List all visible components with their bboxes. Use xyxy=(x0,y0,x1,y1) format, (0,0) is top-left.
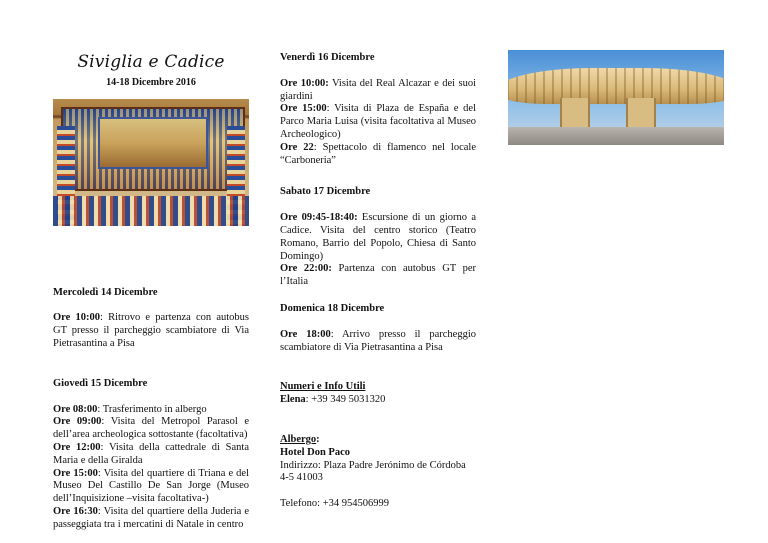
plaza-de-espana-photo xyxy=(53,99,249,226)
brochure-title: Siviglia e Cadice xyxy=(77,52,225,72)
schedule-item xyxy=(53,404,249,417)
day-heading: Giovedì 15 Dicembre xyxy=(53,377,148,389)
hotel-address: Indirizzo: Plaza Padre Jerónimo de Córdoba 4-5 41003 xyxy=(280,459,466,484)
day-heading: Mercoledì 14 Dicembre xyxy=(53,286,158,298)
hotel-heading: Albergo xyxy=(280,433,317,445)
item-time: Ore 22 xyxy=(280,141,314,153)
item-text: : Ritrovo e partenza con autobus GT presso il parcheggio scambiatore di Via Pietrasantina a Pisa xyxy=(53,312,250,349)
item-text: Visita del Real Alcazar e dei suoi giardini xyxy=(280,77,476,102)
tile-scene xyxy=(98,117,208,169)
hotel-heading-colon: : xyxy=(316,433,320,445)
hotel-section xyxy=(280,434,476,511)
day-section-sat xyxy=(280,186,476,289)
schedule-item xyxy=(53,312,249,350)
schedule-item xyxy=(53,442,249,468)
day-section-thu xyxy=(53,378,249,532)
schedule-item xyxy=(280,212,476,263)
item-text: : Visita del quartiere della Juderia e passeggiata tra i mercatini di Natale in centro xyxy=(53,505,250,530)
item-time: Ore 08:00 xyxy=(53,403,98,415)
schedule-item xyxy=(280,329,476,355)
schedule-item xyxy=(53,506,249,532)
schedule-item xyxy=(53,416,249,442)
item-time: Ore 15:00 xyxy=(280,103,327,115)
item-text: : Trasferimento in albergo xyxy=(97,403,207,415)
day-section-fri xyxy=(280,52,476,167)
metropol-parasol-photo xyxy=(508,50,724,145)
item-text: : Visita di Plaza de España e del Parco Maria Luisa (visita facoltativa al Museo Archeologico) xyxy=(280,103,476,140)
item-time: Ore 22:00: xyxy=(280,263,332,275)
schedule-item xyxy=(53,468,249,506)
day-heading: Venerdì 16 Dicembre xyxy=(280,52,375,63)
brochure-dates: 14-18 Dicembre 2016 xyxy=(106,76,196,88)
middle-column xyxy=(280,48,476,511)
day-heading: Domenica 18 Dicembre xyxy=(280,302,385,314)
item-time: Ore 09:00 xyxy=(53,416,102,428)
item-time: Ore 10:00: xyxy=(280,77,329,89)
contact-line xyxy=(280,394,476,407)
info-section xyxy=(280,381,476,407)
item-time: Ore 12:00 xyxy=(53,441,101,453)
parasol-lattice xyxy=(508,68,724,104)
day-section-sun xyxy=(280,303,476,354)
schedule-item xyxy=(280,103,476,141)
hotel-heading-line xyxy=(280,434,476,447)
item-time: Ore 18:00 xyxy=(280,328,331,340)
item-text: : Arrivo presso il parcheggio scambiatore di Via Pietrasantina a Pisa xyxy=(280,328,477,353)
schedule-item xyxy=(280,263,476,289)
contact-phone: : +39 349 5031320 xyxy=(305,394,386,406)
schedule-item xyxy=(280,142,476,168)
right-column xyxy=(508,50,724,145)
hotel-phone: Telefono: +34 954506999 xyxy=(280,498,390,510)
info-heading: Numeri e Info Utili xyxy=(280,381,366,393)
item-text: : Visita della cattedrale di Santa Maria e della Giralda xyxy=(53,441,249,466)
item-time: Ore 10:00 xyxy=(53,312,100,324)
contact-name: Elena xyxy=(280,394,306,406)
item-time: Ore 16:30 xyxy=(53,505,98,517)
plaza-ground xyxy=(508,127,724,145)
item-text: : Spettacolo di flamenco nel locale “Carboneria” xyxy=(280,141,476,166)
hotel-name: Hotel Don Paco xyxy=(280,446,350,458)
schedule-item xyxy=(280,78,476,104)
item-time: Ore 09:45-18:40: xyxy=(280,212,358,224)
left-column xyxy=(53,48,249,532)
item-text: Partenza con autobus GT per l’Italia xyxy=(280,263,477,288)
item-text: : Visita del Metropol Parasol e dell’area archeologica sottostante (facoltativa) xyxy=(53,416,250,441)
item-text: Escursione di un giorno a Cadice. Visita del centro storico (Teatro Romano, Barrio del Popolo, Chiesa di Santo Domingo) xyxy=(280,212,476,262)
item-text: : Visita del quartiere di Triana e del Museo Del Castillo De San Jorge (Museo dell’Inquisizione –visita facoltativa-) xyxy=(53,467,249,505)
item-time: Ore 15:00 xyxy=(53,467,98,479)
tile-bench xyxy=(53,196,249,226)
day-section-wed xyxy=(53,287,249,351)
day-heading: Sabato 17 Dicembre xyxy=(280,186,371,198)
